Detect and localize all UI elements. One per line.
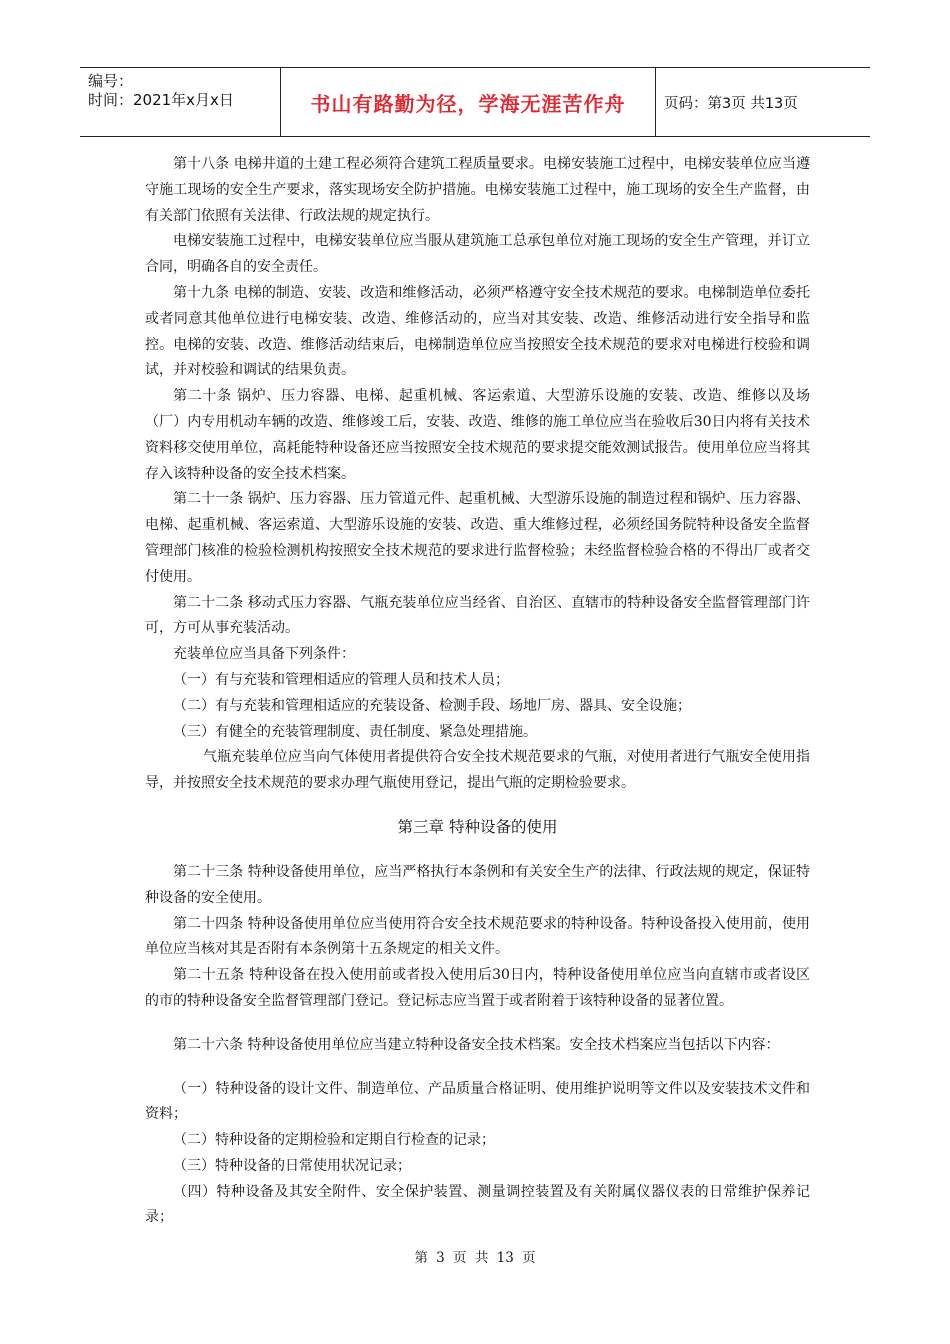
page-footer: 第 3 页 共 13 页 xyxy=(414,1250,536,1266)
date-label: 时间：2021年x月x日 xyxy=(88,91,234,109)
condition-item-2: （二）有与充装和管理相适应的充装设备、检测手段、场地厂房、器具、安全设施； xyxy=(173,697,691,714)
article-18: 第十八条 电梯井道的土建工程必须符合建筑工程质量要求。电梯安装施工过程中，电梯安装单位应当遵守施工现场的安全生产要求，落实现场安全防护措施。电梯安装施工过程中，施工现场的安全生产监督，由有关部门依照有关法律、行政法规的规定执行。 xyxy=(145,156,810,224)
conditions-intro: 充装单位应当具备下列条件： xyxy=(173,646,355,663)
article-24: 第二十四条 特种设备使用单位应当使用符合安全技术规范要求的特种设备。特种设备投入使用前，使用单位应当核对其是否附有本条例第十五条规定的相关文件。 xyxy=(145,915,810,958)
number-label: 编号： xyxy=(88,72,134,90)
gas-cylinder-paragraph: 气瓶充装单位应当向气体使用者提供符合安全技术规范要求的气瓶，对使用者进行气瓶安全使用指导，并按照安全技术规范的要求办理气瓶使用登记，提出气瓶的定期检验要求。 xyxy=(145,749,810,792)
chapter-title: 第三章 特种设备的使用 xyxy=(397,817,558,836)
article-22: 第二十二条 移动式压力容器、气瓶充装单位应当经省、自治区、直辖市的特种设备安全监督管理部门许可，方可从事充装活动。 xyxy=(145,594,810,637)
article-26: 第二十六条 特种设备使用单位应当建立特种设备安全技术档案。安全技术档案应当包括以下内容： xyxy=(173,1036,780,1053)
record-item-2: （二）特种设备的定期检验和定期自行检查的记录； xyxy=(173,1132,495,1149)
record-item-4: （四）特种设备及其安全附件、安全保护装置、测量调控装置及有关附属仪器仪表的日常维护保养记录； xyxy=(145,1183,810,1226)
header-motto-cell xyxy=(280,68,656,136)
header-meta xyxy=(80,68,280,136)
article-21: 第二十一条 锅炉、压力容器、压力管道元件、起重机械、大型游乐设施的制造过程和锅炉、压力容器、电梯、起重机械、客运索道、大型游乐设施的安装、改造、重大维修过程，必须经国务院特种设备安全监督管理部门核准的检验检测机构按照安全技术规范的要求进行监督检验；未经监督检验合格的不得出厂或者交付使用。 xyxy=(145,491,810,585)
condition-item-3: （三）有健全的充装管理制度、责任制度、紧急处理措施。 xyxy=(173,723,537,740)
header-page-cell xyxy=(656,68,870,136)
article-20: 第二十条 锅炉、压力容器、电梯、起重机械、客运索道、大型游乐设施的安装、改造、维修以及场（厂）内专用机动车辆的改造、维修竣工后，安装、改造、维修的施工单位应当在验收后30日内将有关技术资料移交使用单位，高耗能特种设备还应当按照安全技术规范的要求提交能效测试报告。使用单位应当将其存入该特种设备的安全技术档案。 xyxy=(145,388,810,482)
document-body xyxy=(145,152,810,1231)
page-label: 页码：第3页 共13页 xyxy=(664,95,798,112)
article-23: 第二十三条 特种设备使用单位，应当严格执行本条例和有关安全生产的法律、行政法规的规定，保证特种设备的安全使用。 xyxy=(145,863,810,906)
record-item-1: （一）特种设备的设计文件、制造单位、产品质量合格证明、使用维护说明等文件以及安装技术文件和资料； xyxy=(145,1080,810,1123)
article-25: 第二十五条 特种设备在投入使用前或者投入使用后30日内，特种设备使用单位应当向直辖市或者设区的市的特种设备安全监督管理部门登记。登记标志应当置于或者附着于该特种设备的显著位置。 xyxy=(145,967,810,1009)
document-header xyxy=(80,67,870,137)
condition-item-1: （一）有与充装和管理相适应的管理人员和技术人员； xyxy=(173,671,509,688)
article-19: 第十九条 电梯的制造、安装、改造和维修活动，必须严格遵守安全技术规范的要求。电梯制造单位委托或者同意其他单位进行电梯安装、改造、维修活动的，应当对其安装、改造、维修活动进行安全指导和监控。电梯的安装、改造、维修活动结束后，电梯制造单位应当按照安全技术规范的要求对电梯进行校验和调试，并对校验和调试的结果负责。 xyxy=(145,284,810,379)
motto-text: 书山有路勤为径，学海无涯苦作舟 xyxy=(310,91,626,116)
record-item-3: （三）特种设备的日常使用状况记录； xyxy=(173,1157,411,1174)
article-18-para-2: 电梯安装施工过程中，电梯安装单位应当服从建筑施工总承包单位对施工现场的安全生产管理，并订立合同，明确各自的安全责任。 xyxy=(145,233,810,276)
